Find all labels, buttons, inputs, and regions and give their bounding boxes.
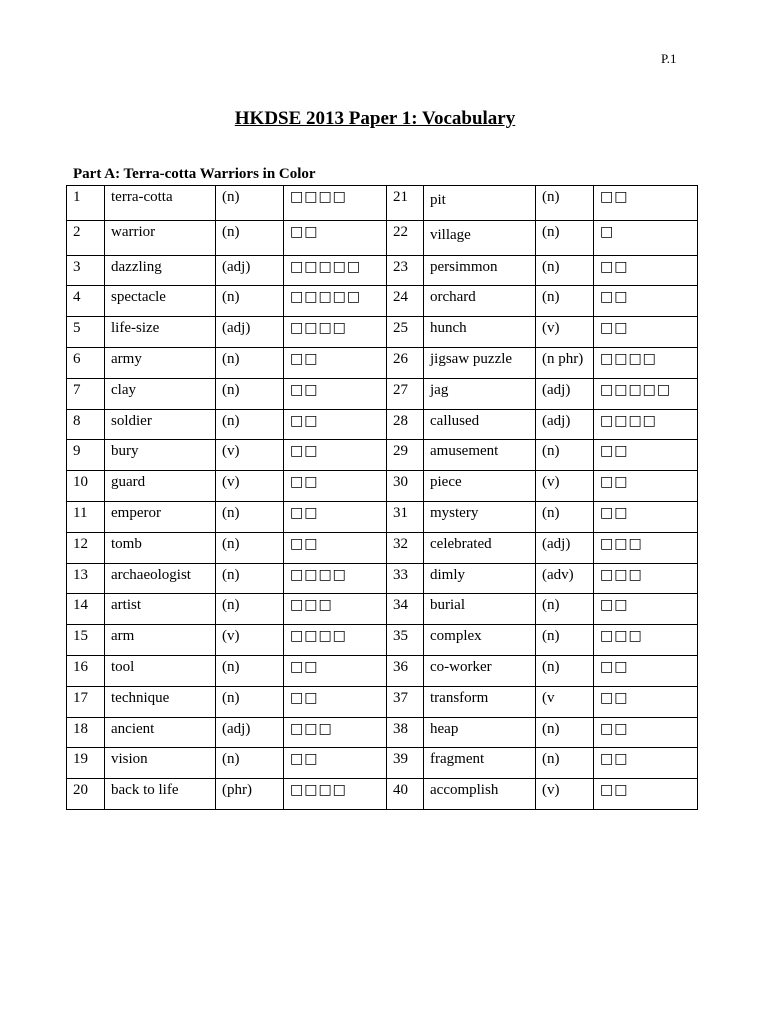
entry-part-of-speech: (v) — [216, 471, 284, 502]
entry-translation: □□ — [284, 501, 387, 532]
entry-word: spectacle — [105, 286, 216, 317]
entry-part-of-speech: (adj) — [216, 317, 284, 348]
entry-number: 29 — [387, 440, 424, 471]
entry-part-of-speech: (n) — [536, 286, 594, 317]
entry-word: persimmon — [424, 255, 536, 286]
entry-word: hunch — [424, 317, 536, 348]
entry-number: 40 — [387, 779, 424, 810]
entry-part-of-speech: (n) — [216, 686, 284, 717]
entry-translation: □□□□ — [284, 186, 387, 221]
entry-translation: □□ — [284, 409, 387, 440]
entry-number: 19 — [67, 748, 105, 779]
entry-translation: □□□□□ — [284, 286, 387, 317]
table-row — [67, 378, 698, 409]
entry-number: 32 — [387, 532, 424, 563]
entry-number: 12 — [67, 532, 105, 563]
entry-number: 37 — [387, 686, 424, 717]
entry-word: accomplish — [424, 779, 536, 810]
entry-translation: □□□ — [594, 532, 698, 563]
entry-number: 21 — [387, 186, 424, 221]
entry-word: amusement — [424, 440, 536, 471]
entry-part-of-speech: (n) — [536, 625, 594, 656]
entry-part-of-speech: (adj) — [216, 255, 284, 286]
entry-part-of-speech: (adj) — [536, 532, 594, 563]
entry-word: archaeologist — [105, 563, 216, 594]
vocabulary-table — [66, 185, 698, 810]
entry-word: village — [424, 220, 536, 255]
entry-part-of-speech: (adj) — [536, 409, 594, 440]
entry-part-of-speech: (adv) — [536, 563, 594, 594]
entry-number: 25 — [387, 317, 424, 348]
entry-number: 33 — [387, 563, 424, 594]
entry-word: mystery — [424, 501, 536, 532]
entry-translation: □□□□□ — [284, 255, 387, 286]
entry-word: orchard — [424, 286, 536, 317]
entry-translation: □□ — [594, 255, 698, 286]
table-row — [67, 440, 698, 471]
entry-word: dazzling — [105, 255, 216, 286]
entry-number: 22 — [387, 220, 424, 255]
entry-translation: □□□□ — [594, 409, 698, 440]
entry-word: army — [105, 347, 216, 378]
entry-translation: □□ — [594, 655, 698, 686]
entry-number: 36 — [387, 655, 424, 686]
entry-word: bury — [105, 440, 216, 471]
table-row — [67, 347, 698, 378]
table-row — [67, 655, 698, 686]
entry-word: celebrated — [424, 532, 536, 563]
entry-part-of-speech: (n) — [536, 501, 594, 532]
entry-part-of-speech: (n) — [216, 501, 284, 532]
entry-translation: □□□□ — [594, 347, 698, 378]
entry-number: 28 — [387, 409, 424, 440]
entry-translation: □ — [594, 220, 698, 255]
entry-part-of-speech: (n) — [216, 563, 284, 594]
entry-part-of-speech: (n) — [216, 532, 284, 563]
entry-part-of-speech: (adj) — [216, 717, 284, 748]
entry-part-of-speech: (n) — [216, 186, 284, 221]
entry-number: 24 — [387, 286, 424, 317]
entry-part-of-speech: (v) — [536, 317, 594, 348]
entry-translation: □□ — [594, 440, 698, 471]
entry-number: 4 — [67, 286, 105, 317]
table-row — [67, 594, 698, 625]
entry-translation: □□□□ — [284, 563, 387, 594]
entry-word: emperor — [105, 501, 216, 532]
entry-part-of-speech: (v) — [536, 779, 594, 810]
entry-part-of-speech: (n) — [216, 378, 284, 409]
entry-translation: □□ — [594, 186, 698, 221]
table-row — [67, 186, 698, 221]
entry-number: 2 — [67, 220, 105, 255]
table-row — [67, 779, 698, 810]
entry-translation: □□ — [594, 748, 698, 779]
entry-translation: □□ — [594, 717, 698, 748]
entry-number: 3 — [67, 255, 105, 286]
entry-number: 5 — [67, 317, 105, 348]
entry-part-of-speech: (n phr) — [536, 347, 594, 378]
entry-word: jigsaw puzzle — [424, 347, 536, 378]
entry-part-of-speech: (n) — [536, 748, 594, 779]
entry-number: 14 — [67, 594, 105, 625]
entry-part-of-speech: (n) — [536, 220, 594, 255]
entry-number: 1 — [67, 186, 105, 221]
entry-part-of-speech: (n) — [536, 717, 594, 748]
entry-translation: □□□ — [594, 563, 698, 594]
entry-translation: □□□ — [594, 625, 698, 656]
table-row — [67, 255, 698, 286]
entry-part-of-speech: (n) — [536, 440, 594, 471]
entry-word: dimly — [424, 563, 536, 594]
entry-number: 13 — [67, 563, 105, 594]
entry-translation: □□ — [594, 317, 698, 348]
entry-part-of-speech: (v) — [536, 471, 594, 502]
entry-word: back to life — [105, 779, 216, 810]
entry-word: life-size — [105, 317, 216, 348]
entry-word: piece — [424, 471, 536, 502]
entry-part-of-speech: (n) — [216, 409, 284, 440]
entry-part-of-speech: (n) — [536, 255, 594, 286]
entry-number: 26 — [387, 347, 424, 378]
entry-translation: □□ — [594, 501, 698, 532]
entry-word: ancient — [105, 717, 216, 748]
entry-translation: □□ — [284, 686, 387, 717]
entry-number: 23 — [387, 255, 424, 286]
entry-word: fragment — [424, 748, 536, 779]
entry-translation: □□ — [284, 655, 387, 686]
entry-part-of-speech: (n) — [536, 594, 594, 625]
table-row — [67, 286, 698, 317]
entry-number: 6 — [67, 347, 105, 378]
entry-translation: □□ — [284, 532, 387, 563]
entry-word: clay — [105, 378, 216, 409]
entry-translation: □□ — [594, 471, 698, 502]
entry-number: 34 — [387, 594, 424, 625]
entry-part-of-speech: (n) — [216, 220, 284, 255]
entry-part-of-speech: (n) — [536, 186, 594, 221]
entry-part-of-speech: (n) — [216, 594, 284, 625]
table-row — [67, 317, 698, 348]
entry-word: artist — [105, 594, 216, 625]
entry-translation: □□□□ — [284, 317, 387, 348]
entry-word: burial — [424, 594, 536, 625]
vocabulary-table-body — [67, 186, 698, 810]
entry-part-of-speech: (v) — [216, 440, 284, 471]
table-row — [67, 563, 698, 594]
entry-translation: □□ — [594, 779, 698, 810]
entry-translation: □□□□ — [284, 779, 387, 810]
entry-number: 11 — [67, 501, 105, 532]
entry-translation: □□ — [284, 378, 387, 409]
entry-word: arm — [105, 625, 216, 656]
entry-translation: □□ — [284, 347, 387, 378]
entry-word: tool — [105, 655, 216, 686]
section-title: Part A: Terra-cotta Warriors in Color — [73, 166, 316, 182]
entry-word: guard — [105, 471, 216, 502]
entry-word: heap — [424, 717, 536, 748]
entry-number: 16 — [67, 655, 105, 686]
entry-number: 7 — [67, 378, 105, 409]
entry-word: vision — [105, 748, 216, 779]
page-title: HKDSE 2013 Paper 1: Vocabulary — [234, 108, 516, 129]
entry-number: 27 — [387, 378, 424, 409]
entry-translation: □□□□□ — [594, 378, 698, 409]
entry-part-of-speech: (n) — [216, 347, 284, 378]
table-row — [67, 748, 698, 779]
entry-number: 30 — [387, 471, 424, 502]
entry-number: 39 — [387, 748, 424, 779]
entry-part-of-speech: (n) — [216, 286, 284, 317]
entry-number: 15 — [67, 625, 105, 656]
entry-number: 9 — [67, 440, 105, 471]
entry-translation: □□ — [594, 594, 698, 625]
entry-translation: □□ — [594, 686, 698, 717]
entry-part-of-speech: (phr) — [216, 779, 284, 810]
entry-part-of-speech: (n) — [536, 655, 594, 686]
entry-number: 35 — [387, 625, 424, 656]
entry-part-of-speech: (n) — [216, 748, 284, 779]
entry-number: 38 — [387, 717, 424, 748]
entry-number: 17 — [67, 686, 105, 717]
entry-translation: □□□ — [284, 594, 387, 625]
entry-word: transform — [424, 686, 536, 717]
entry-number: 20 — [67, 779, 105, 810]
entry-word: jag — [424, 378, 536, 409]
entry-word: complex — [424, 625, 536, 656]
entry-translation: □□ — [594, 286, 698, 317]
table-row — [67, 717, 698, 748]
table-row — [67, 686, 698, 717]
entry-word: soldier — [105, 409, 216, 440]
entry-word: technique — [105, 686, 216, 717]
entry-part-of-speech: (adj) — [536, 378, 594, 409]
entry-part-of-speech: (v — [536, 686, 594, 717]
entry-word: callused — [424, 409, 536, 440]
entry-number: 8 — [67, 409, 105, 440]
entry-translation: □□□ — [284, 717, 387, 748]
page-number: P.1 — [661, 51, 677, 66]
entry-part-of-speech: (n) — [216, 655, 284, 686]
table-row — [67, 501, 698, 532]
table-row — [67, 220, 698, 255]
entry-word: terra-cotta — [105, 186, 216, 221]
entry-translation: □□ — [284, 440, 387, 471]
table-row — [67, 409, 698, 440]
entry-number: 10 — [67, 471, 105, 502]
entry-translation: □□ — [284, 471, 387, 502]
table-row — [67, 625, 698, 656]
entry-translation: □□ — [284, 748, 387, 779]
entry-word: warrior — [105, 220, 216, 255]
entry-number: 18 — [67, 717, 105, 748]
entry-word: pit — [424, 186, 536, 221]
entry-number: 31 — [387, 501, 424, 532]
entry-translation: □□□□ — [284, 625, 387, 656]
table-row — [67, 471, 698, 502]
table-row — [67, 532, 698, 563]
entry-translation: □□ — [284, 220, 387, 255]
entry-word: co-worker — [424, 655, 536, 686]
entry-word: tomb — [105, 532, 216, 563]
entry-part-of-speech: (v) — [216, 625, 284, 656]
